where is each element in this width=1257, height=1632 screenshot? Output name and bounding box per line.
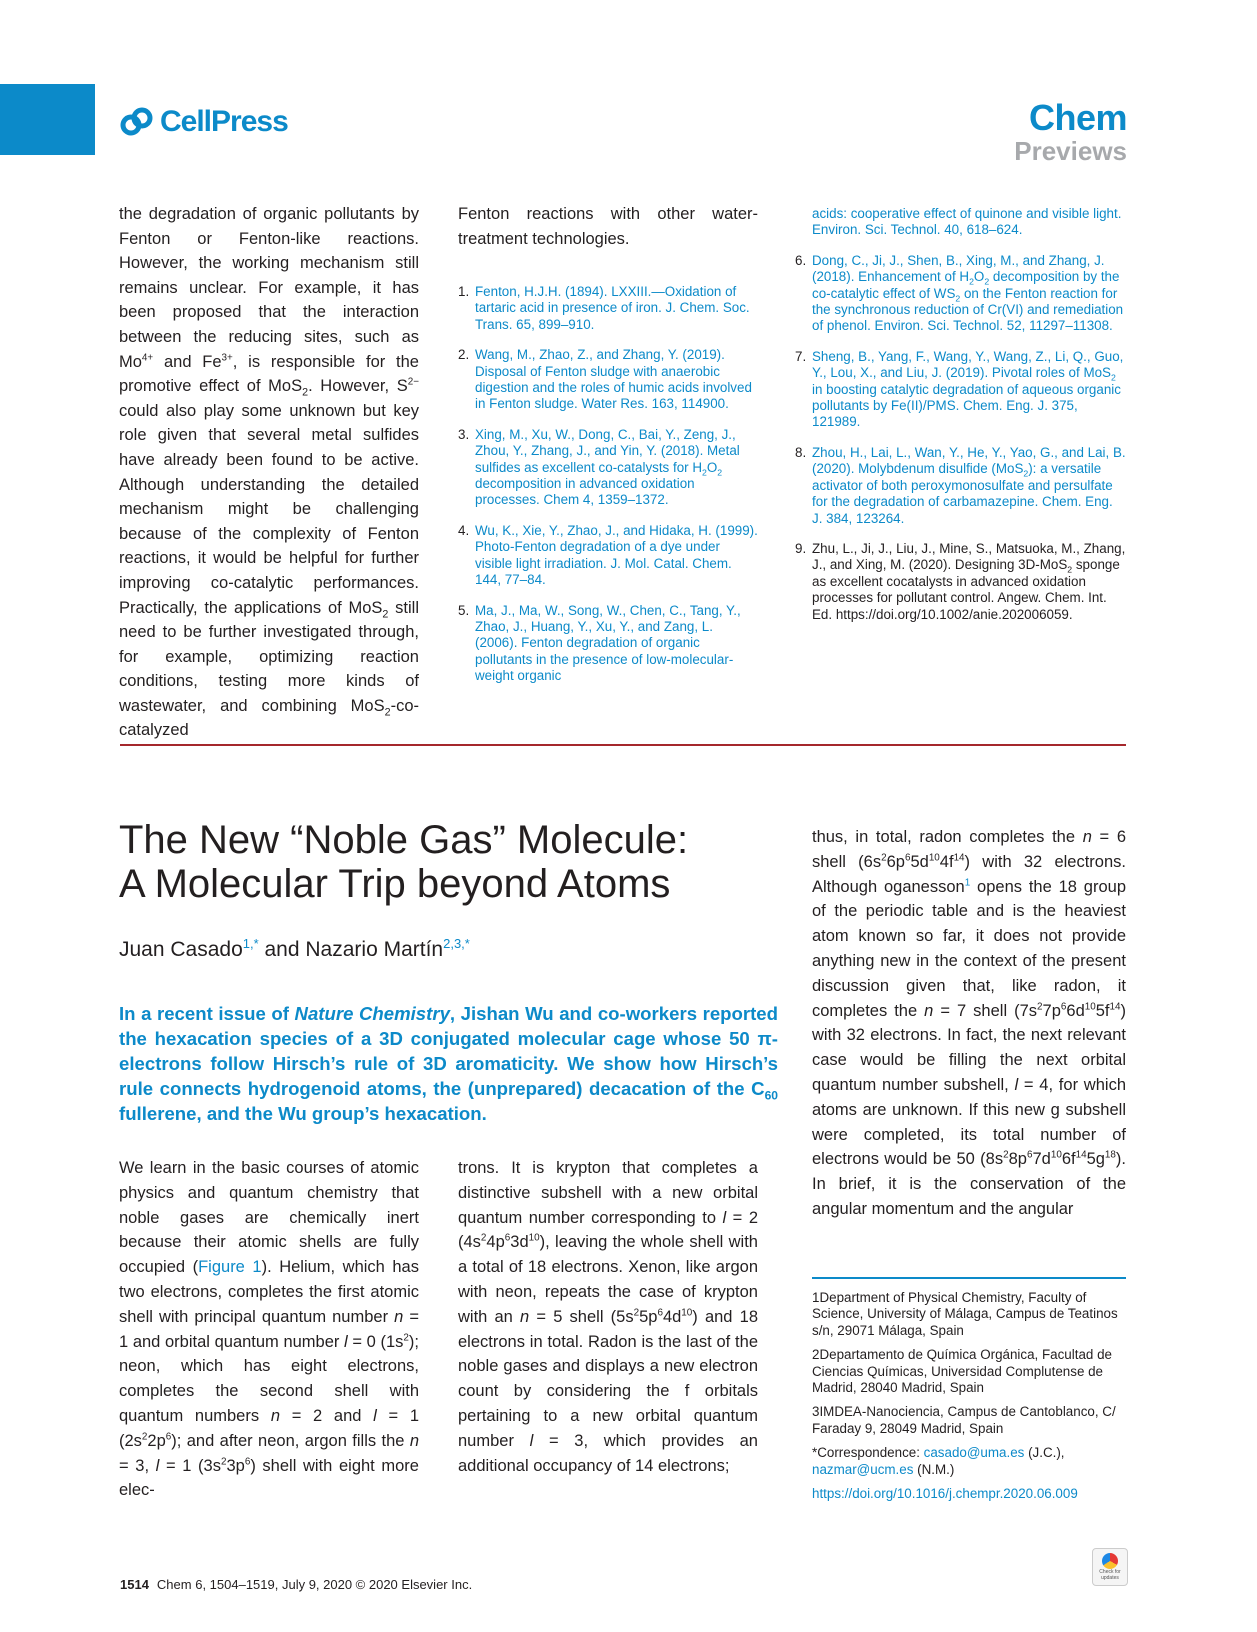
cellpress-logo[interactable] xyxy=(120,104,288,140)
reference-item[interactable]: 5. Ma, J., Ma, W., Song, W., Chen, C., Tang, Y., Zhao, J., Huang, Y., Xu, Y., and Zang, L. (2006). Fenton degradation of organic pollutants in the presence of low-molecular-weight organic xyxy=(458,602,741,684)
correspondence: *Correspondence: casado@uma.es (J.C.), nazmar@ucm.es (N.M.) xyxy=(812,1445,1065,1477)
journal-name: Chem xyxy=(1028,97,1127,138)
previous-article-text-cont: Fenton reactions with other water-treatment technologies. xyxy=(458,205,758,248)
page-footer xyxy=(120,1577,472,1592)
reference-item[interactable]: 2. Wang, M., Zhao, Z., and Zhang, Y. (2019). Disposal of Fenton sludge with anaerobic digestion and the roles of humic acids involved in Fenton sludge. Water Res. 163, 114900. xyxy=(458,347,752,412)
author-line: Juan Casado$^{1,*}$ and Nazario Martín$^{2,3,*}$ xyxy=(119,936,470,961)
citation: Chem 6, 1504–1519, July 9, 2020 © 2020 Elsevier Inc. xyxy=(156,1577,473,1592)
section-name: Previews xyxy=(1014,136,1127,166)
reference-list-right xyxy=(795,206,1126,637)
author1-affiliation-link[interactable]: 1,* xyxy=(242,936,259,951)
reference-item[interactable]: 9. Zhu, L., Ji, J., Liu, J., Mine, S., Matsuoka, M., Zhang, J., and Xing, M. (2020). Designing 3D-MoS$_2$ sponge as excellent cocatalysts in advanced oxidation processes for pollutant control. Angew. Chem. Int. Ed. https://doi.org/10.1002/anie.202006059. xyxy=(795,540,1126,622)
body-column-2: trons. It is krypton that completes a distinctive subshell with a new orbital quantum number corresponding to l = 2 $(4s^24p^63d^{10})$, leaving the whole shell with a total of 18 electrons. Xenon, like argon with neon, repeats the case of krypton with an n = 5 shell $(5s^25p^64d^{10})$ and 18 electrons in total. Radon is the last of the noble gases and displays a new electron count by considering the f orbitals pertaining to a new orbital quantum number l = 3, which provides an additional occupancy of 14 electrons; xyxy=(458,1159,758,1475)
abstract: In a recent issue of Nature Chemistry, Jishan Wu and co-workers reported the hexacation species of a 3D conjugated molecular cage whose 50 π-electrons follow Hirsch’s rule of 3D aromaticity. We show how Hirsch’s rule connects hydrogenoid atoms, the (unprepared) decacation of the $C_{60}$ fullerene, and the Wu group’s hexacation. xyxy=(119,1003,778,1124)
affiliations xyxy=(812,1290,1126,1510)
header-color-tab xyxy=(0,84,95,155)
reference-item[interactable]: 3. Xing, M., Xu, W., Dong, C., Bai, Y., Zeng, J., Zhou, Y., Zhang, J., and Yin, Y. (2018). Metal sulfides as excellent co-catalysts for $H_2O_2$ decomposition in advanced oxidation processes. Chem 4, 1359–1372. xyxy=(458,426,740,508)
author-martin: Nazario Martín xyxy=(305,938,444,961)
prev-text-1: the degradation of organic pollutants by Fenton or Fenton-like reactions. However, the working mechanism still remains unclear. For example, it has been proposed that the interaction between the reducing sites, such as $Mo^{4+}$ and $Fe^{3+}$, is responsible for the promotive effect of MoS$_2$. However, $S^{2-}$ could also play some unknown but key role given that several metal sulfides have already been found to be active. Although understanding the detailed mechanism might be challenging because of the complexity of Fenton reactions, it would be helpful for further improving co-catalytic performances. Practically, the applications of MoS$_2$ still need to be further investigated through, for example, optimizing reaction conditions, testing more kinds of wastewater, and combining MoS$_2$-co-catalyzed xyxy=(119,205,419,740)
author2-affiliation-link[interactable]: 2,3,* xyxy=(443,936,470,951)
check-for-updates-badge[interactable]: Check for updates xyxy=(1092,1548,1128,1586)
email-martin-link[interactable]: nazmar@ucm.es xyxy=(812,1461,914,1477)
body-column-1: We learn in the basic courses of atomic physics and quantum chemistry that noble gases are chemically inert because their atomic shells are fully occupied (Figure 1). Helium, which has two electrons, completes the first atomic shell with principal quantum number n = 1 and orbital quantum number l = 0 $(1s^2)$; neon, which has eight electrons, completes the second shell with quantum numbers n = 2 and l = 1 $(2s^22p^6)$; and after neon, argon fills the n = 3, l = 1 $(3s^23p^6)$ shell with eight more elec- xyxy=(119,1159,420,1500)
page-number: 1514 xyxy=(120,1577,149,1592)
reference-item[interactable]: 8. Zhou, H., Lai, L., Wan, Y., He, Y., Yao, G., and Lai, B. (2020). Molybdenum disulfide (MoS$_2$): a versatile activator of both peroxymonosulfate and persulfate for the degradation of carbamazepine. Chem. Eng. J. 384, 123264. xyxy=(795,444,1126,526)
reference-list-left xyxy=(458,284,758,699)
body-column-3: thus, in total, radon completes the n = 6 shell $(6s^26p^65d^{10}4f^{14})$ with 32 electrons. Although oganesson$^1$ opens the 18 group of the periodic table and is the heaviest atom known so far, it does not provide anything new in the context of the present discussion given that, like radon, it completes the n = 7 shell $(7s^27p^66d^{10}5f^{14})$ with 32 electrons. In fact, the next relevant case would be filling the next orbital quantum number subshell, l = 4, for which atoms are unknown. If this new g subshell were completed, its total number of electrons would be 50 $(8s^28p^67d^{10}6f^{14}5g^{18})$. In brief, it is the conservation of the angular momentum and the angular xyxy=(812,828,1127,1218)
affiliation-2: 2Departamento de Química Orgánica, Facultad de Ciencias Químicas, Universidad Complutense de Madrid, 28040 Madrid, Spain xyxy=(812,1347,1112,1396)
affiliation-1: 1Department of Physical Chemistry, Faculty of Science, University of Málaga, Campus de Teatinos s/n, 29071 Málaga, Spain xyxy=(812,1290,1118,1338)
affiliation-3: 3IMDEA-Nanociencia, Campus de Cantoblanco, C/ Faraday 9, 28049 Madrid, Spain xyxy=(812,1404,1116,1436)
email-casado-link[interactable]: casado@uma.es xyxy=(923,1445,1025,1461)
reference-item[interactable]: 6. Dong, C., Ji, J., Shen, B., Xing, M., and Zhang, J. (2018). Enhancement of $H_2O_2$ decomposition by the co-catalytic effect of $WS_2$ on the Fenton reaction for the synchronous reduction of Cr(VI) and remediation of phenol. Environ. Sci. Technol. 52, 11297–11308. xyxy=(795,252,1124,334)
reference-item[interactable]: 4. Wu, K., Xie, Y., Zhao, J., and Hidaka, H. (1999). Photo-Fenton degradation of a dye under visible light irradiation. J. Mol. Catal. Chem. 144, 77–84. xyxy=(458,522,758,588)
ref-1-link[interactable]: 1 xyxy=(964,877,971,889)
previous-article-text xyxy=(119,202,419,743)
article-title: The New “Noble Gas” Molecule: A Molecular Trip beyond Atoms xyxy=(119,818,689,906)
crossmark-icon xyxy=(1102,1553,1118,1569)
author-casado: Juan Casado xyxy=(119,938,243,961)
reference-item-cont[interactable]: acids: cooperative effect of quinone and visible light. Environ. Sci. Technol. 40, 618–624. xyxy=(812,206,1122,238)
section-divider xyxy=(120,744,1126,746)
footnote-divider xyxy=(812,1277,1126,1279)
reference-item[interactable]: 7. Sheng, B., Yang, F., Wang, Y., Wang, Z., Li, Q., Guo, Y., Lou, X., and Liu, J. (2019). Pivotal roles of MoS$_2$ in boosting catalytic degradation of aqueous organic pollutants by Fe(II)/PMS. Chem. Eng. J. 375, 121989. xyxy=(795,348,1124,430)
doi-link[interactable]: https://doi.org/10.1016/j.chempr.2020.06.009 xyxy=(812,1486,1078,1502)
cellpress-logo-icon xyxy=(120,107,154,137)
publisher-name: CellPress xyxy=(160,105,288,138)
figure-1-link[interactable]: Figure 1 xyxy=(198,1258,262,1277)
reference-item[interactable]: 1. Fenton, H.J.H. (1894). LXXIII.—Oxidation of tartaric acid in presence of iron. J. Chem. Soc. Trans. 65, 899–910. xyxy=(458,284,750,332)
journal-masthead xyxy=(1014,97,1127,166)
